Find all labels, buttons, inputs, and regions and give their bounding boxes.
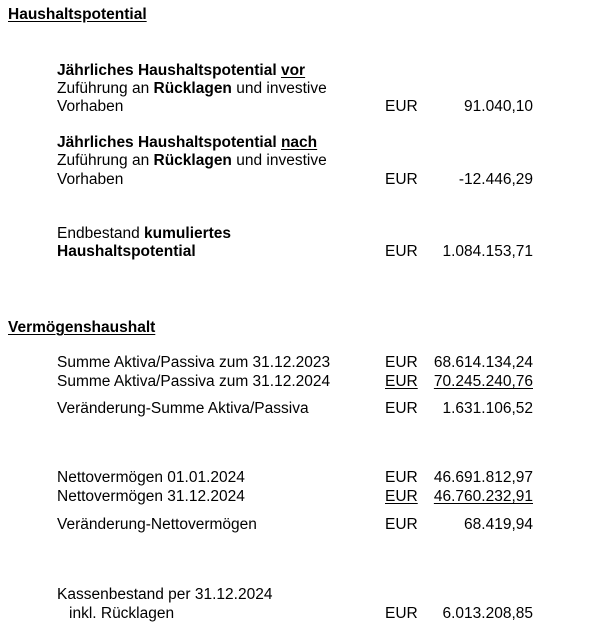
- veraenderung-summe-amount: 1.631.106,52: [442, 400, 533, 417]
- vor-label-line1: [57, 62, 305, 80]
- endbestand-pre: Endbestand: [57, 225, 145, 242]
- netto-3112-label: Nettovermögen 31.12.2024: [57, 488, 245, 505]
- vor-currency: EUR: [385, 98, 418, 115]
- veraenderung-netto-amount: 68.419,94: [464, 516, 533, 533]
- vor-label-pre: Jährliches Haushaltspotential: [57, 62, 281, 79]
- netto-0101-amount: 46.691.812,97: [433, 469, 533, 486]
- endbestand-bold: kumuliertes: [144, 225, 232, 242]
- vor-line2-post: und investive: [231, 80, 327, 97]
- netto-3112-currency: EUR: [385, 488, 418, 505]
- vor-line2-pre: Zuführung an: [57, 80, 154, 97]
- veraenderung-netto-currency: EUR: [385, 516, 418, 533]
- nach-line2-post: und investive: [231, 152, 327, 169]
- summe-2024-label: Summe Aktiva/Passiva zum 31.12.2024: [57, 373, 331, 390]
- nach-line2-bold: Rücklagen: [153, 152, 232, 169]
- kasse-currency: EUR: [385, 605, 418, 622]
- nach-line2-pre: Zuführung an: [57, 152, 154, 169]
- endbestand-label-line1: [57, 225, 231, 243]
- endbestand-currency: EUR: [385, 243, 418, 260]
- vor-label-line3: Vorhaben: [57, 98, 124, 115]
- nach-label-line2: [57, 152, 327, 170]
- nach-label-line3: Vorhaben: [57, 171, 124, 188]
- nach-keyword: nach: [280, 134, 318, 151]
- veraenderung-summe-currency: EUR: [385, 400, 418, 417]
- nach-amount: -12.446,29: [458, 171, 533, 188]
- vor-amount: 91.040,10: [464, 98, 533, 115]
- section-heading-vermoegenshaushalt: Vermögenshaushalt: [8, 319, 156, 336]
- summe-2024-amount: 70.245.240,76: [433, 373, 533, 390]
- summe-2023-amount: 68.614.134,24: [433, 354, 533, 371]
- summe-2023-label: Summe Aktiva/Passiva zum 31.12.2023: [57, 354, 331, 371]
- endbestand-label-line2: [57, 243, 196, 261]
- kasse-amount: 6.013.208,85: [442, 605, 533, 622]
- summe-2024-currency: EUR: [385, 373, 418, 390]
- section-heading-haushaltspotential: Haushaltspotential: [8, 6, 147, 23]
- endbestand-line2: Haushaltspotential: [57, 243, 196, 260]
- veraenderung-summe-label: Veränderung-Summe Aktiva/Passiva: [57, 400, 309, 417]
- netto-3112-amount: 46.760.232,91: [433, 488, 533, 505]
- netto-0101-label: Nettovermögen 01.01.2024: [57, 469, 245, 486]
- vor-keyword: vor: [280, 62, 306, 79]
- kasse-label-line2: inkl. Rücklagen: [69, 605, 175, 622]
- nach-currency: EUR: [385, 171, 418, 188]
- summe-2023-currency: EUR: [385, 354, 418, 371]
- netto-0101-currency: EUR: [385, 469, 418, 486]
- veraenderung-netto-label: Veränderung-Nettovermögen: [57, 516, 257, 533]
- vor-label-line2: [57, 80, 327, 98]
- kasse-label-line1: Kassenbestand per 31.12.2024: [57, 586, 273, 603]
- endbestand-amount: 1.084.153,71: [442, 243, 533, 260]
- nach-label-line1: [57, 134, 317, 152]
- vor-line2-bold: Rücklagen: [153, 80, 232, 97]
- nach-label-pre: Jährliches Haushaltspotential: [57, 134, 281, 151]
